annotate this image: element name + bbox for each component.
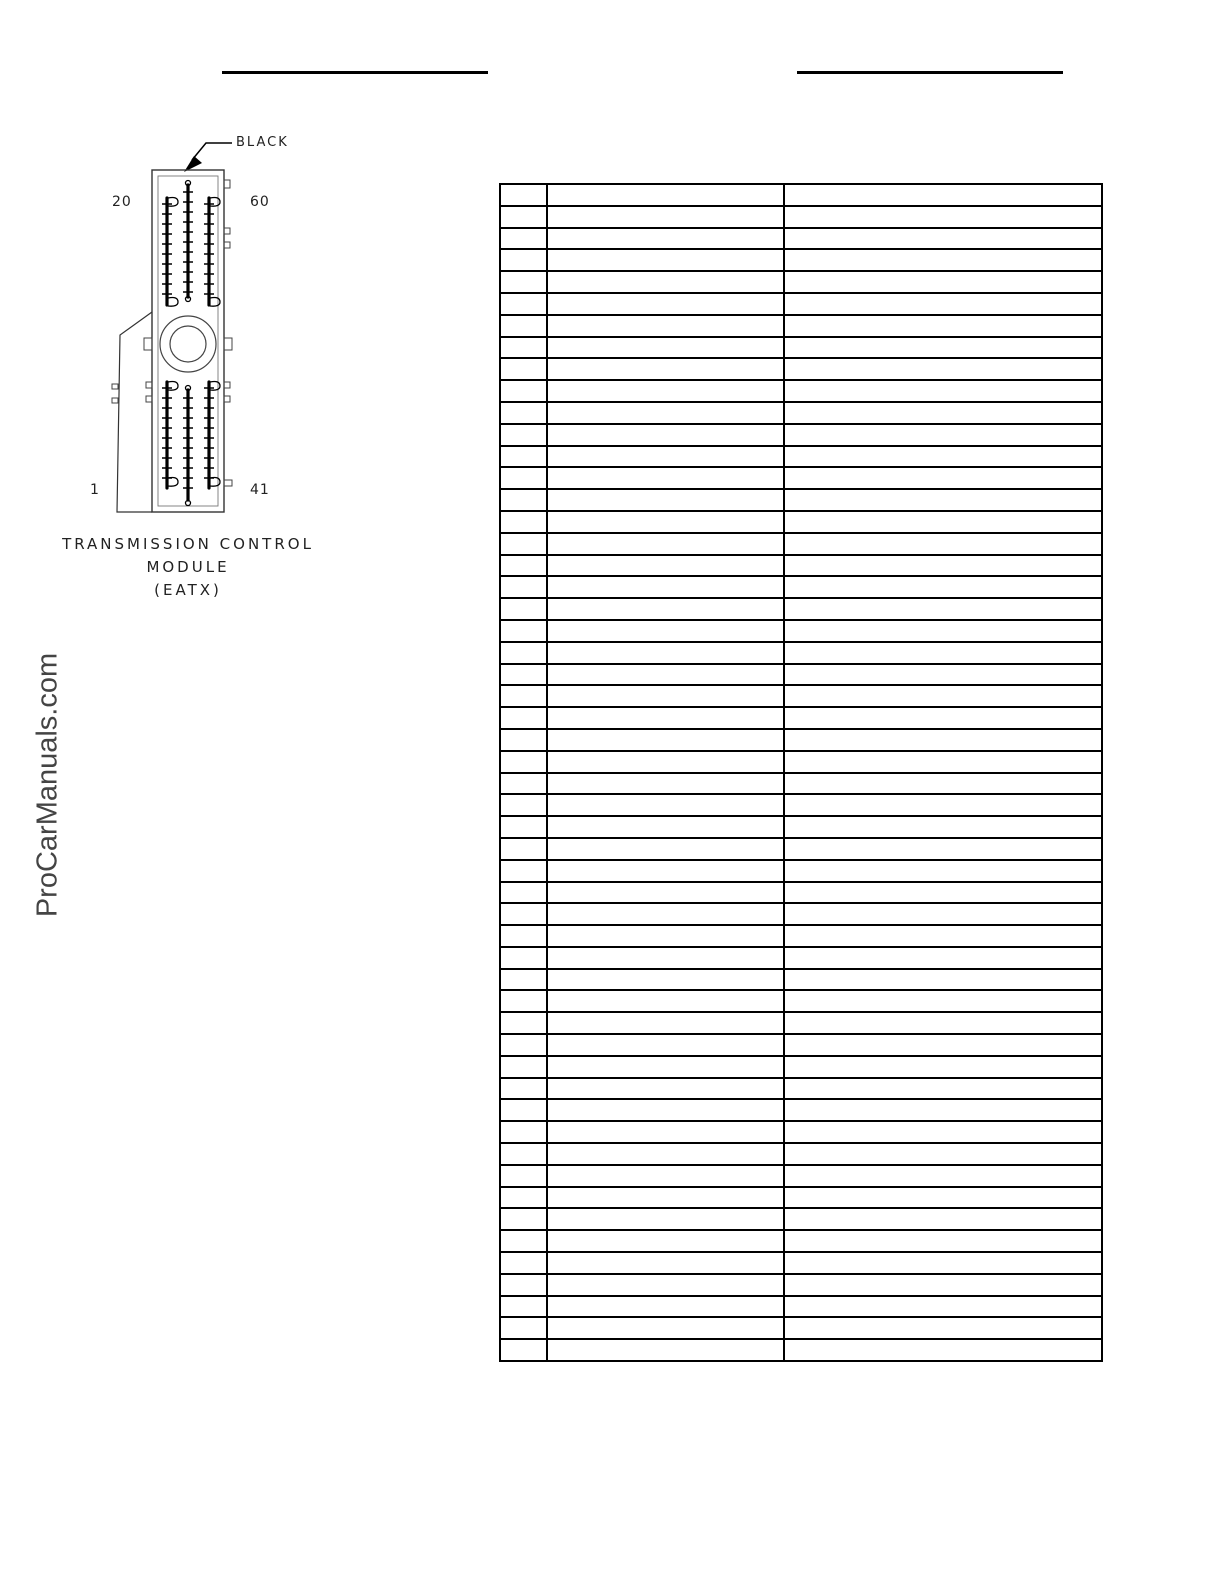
cell-cavity	[500, 1339, 547, 1361]
table-row	[500, 424, 1102, 446]
cell-circuit	[547, 773, 784, 795]
cell-function	[784, 358, 1102, 380]
cell-cavity	[500, 337, 547, 359]
cell-cavity	[500, 467, 547, 489]
cell-function	[784, 1274, 1102, 1296]
cell-function	[784, 380, 1102, 402]
cell-cavity	[500, 1121, 547, 1143]
cell-cavity	[500, 293, 547, 315]
cell-circuit	[547, 1230, 784, 1252]
cell-function	[784, 620, 1102, 642]
table-row	[500, 773, 1102, 795]
cell-function	[784, 1056, 1102, 1078]
cell-cavity	[500, 1056, 547, 1078]
cell-cavity	[500, 315, 547, 337]
cell-circuit	[547, 555, 784, 577]
table-row	[500, 576, 1102, 598]
cell-cavity	[500, 1230, 547, 1252]
cell-function	[784, 882, 1102, 904]
table-row	[500, 1012, 1102, 1034]
cell-cavity	[500, 794, 547, 816]
cell-cavity	[500, 773, 547, 795]
cell-circuit	[547, 882, 784, 904]
header-cavity	[500, 184, 547, 206]
cell-cavity	[500, 903, 547, 925]
cell-function	[784, 903, 1102, 925]
cell-circuit	[547, 1099, 784, 1121]
cell-circuit	[547, 1339, 784, 1361]
cell-circuit	[547, 860, 784, 882]
cell-function	[784, 446, 1102, 468]
cell-function	[784, 925, 1102, 947]
cell-function	[784, 707, 1102, 729]
table-row	[500, 293, 1102, 315]
cell-circuit	[547, 533, 784, 555]
cell-function	[784, 337, 1102, 359]
cell-cavity	[500, 555, 547, 577]
cell-circuit	[547, 511, 784, 533]
cell-function	[784, 1078, 1102, 1100]
cell-cavity	[500, 1143, 547, 1165]
table-row	[500, 1187, 1102, 1209]
cell-function	[784, 947, 1102, 969]
cell-function	[784, 794, 1102, 816]
cell-circuit	[547, 990, 784, 1012]
cell-cavity	[500, 664, 547, 686]
cell-function	[784, 598, 1102, 620]
cell-function	[784, 1252, 1102, 1274]
pin-table	[499, 183, 1103, 1362]
table-row	[500, 402, 1102, 424]
cell-function	[784, 271, 1102, 293]
table-row	[500, 729, 1102, 751]
pin-label-1: 1	[90, 482, 100, 498]
cell-cavity	[500, 1208, 547, 1230]
cell-function	[784, 489, 1102, 511]
cell-cavity	[500, 446, 547, 468]
table-row	[500, 990, 1102, 1012]
cell-cavity	[500, 1187, 547, 1209]
table-row	[500, 903, 1102, 925]
connector-figure	[60, 130, 320, 620]
cell-function	[784, 576, 1102, 598]
cell-cavity	[500, 533, 547, 555]
table-header-row	[500, 184, 1102, 206]
cell-circuit	[547, 315, 784, 337]
cell-cavity	[500, 882, 547, 904]
cell-circuit	[547, 206, 784, 228]
table-row	[500, 685, 1102, 707]
table-row	[500, 1230, 1102, 1252]
table-row	[500, 642, 1102, 664]
cell-cavity	[500, 402, 547, 424]
cell-cavity	[500, 424, 547, 446]
table-row	[500, 337, 1102, 359]
cell-function	[784, 838, 1102, 860]
cell-cavity	[500, 1317, 547, 1339]
cell-cavity	[500, 598, 547, 620]
cell-function	[784, 1317, 1102, 1339]
cell-circuit	[547, 446, 784, 468]
cell-circuit	[547, 380, 784, 402]
cell-function	[784, 1121, 1102, 1143]
connector-color-label: BLACK	[236, 135, 289, 150]
cell-function	[784, 1099, 1102, 1121]
cell-circuit	[547, 794, 784, 816]
cell-circuit	[547, 969, 784, 991]
cell-function	[784, 816, 1102, 838]
cell-cavity	[500, 925, 547, 947]
pin-table-body	[500, 206, 1102, 1361]
cell-circuit	[547, 1056, 784, 1078]
connector-caption-line-2: MODULE	[146, 558, 230, 576]
table-row	[500, 1121, 1102, 1143]
cell-circuit	[547, 751, 784, 773]
cell-cavity	[500, 990, 547, 1012]
cell-cavity	[500, 228, 547, 250]
cell-function	[784, 1187, 1102, 1209]
cell-function	[784, 206, 1102, 228]
table-row	[500, 1143, 1102, 1165]
table-row	[500, 1034, 1102, 1056]
cell-cavity	[500, 511, 547, 533]
cell-cavity	[500, 838, 547, 860]
table-row	[500, 1252, 1102, 1274]
cell-cavity	[500, 642, 547, 664]
cell-circuit	[547, 816, 784, 838]
table-row	[500, 533, 1102, 555]
cell-cavity	[500, 1099, 547, 1121]
table-row	[500, 969, 1102, 991]
table-row	[500, 816, 1102, 838]
cell-cavity	[500, 1274, 547, 1296]
cell-function	[784, 1208, 1102, 1230]
cell-cavity	[500, 860, 547, 882]
table-row	[500, 1056, 1102, 1078]
table-row	[500, 882, 1102, 904]
cell-circuit	[547, 1012, 784, 1034]
table-row	[500, 228, 1102, 250]
cell-cavity	[500, 685, 547, 707]
cell-circuit	[547, 838, 784, 860]
table-row	[500, 1208, 1102, 1230]
table-row	[500, 1296, 1102, 1318]
cell-function	[784, 1034, 1102, 1056]
cell-function	[784, 751, 1102, 773]
cell-cavity	[500, 1296, 547, 1318]
cell-circuit	[547, 1034, 784, 1056]
table-row	[500, 1339, 1102, 1361]
cell-function	[784, 969, 1102, 991]
cell-cavity	[500, 816, 547, 838]
cell-function	[784, 685, 1102, 707]
cell-function	[784, 1165, 1102, 1187]
cell-function	[784, 402, 1102, 424]
cell-cavity	[500, 620, 547, 642]
header-rule-right	[797, 71, 1063, 74]
table-row	[500, 1099, 1102, 1121]
cell-circuit	[547, 903, 784, 925]
cell-function	[784, 729, 1102, 751]
connector-caption-line-3: (EATX)	[154, 581, 222, 599]
cell-cavity	[500, 249, 547, 271]
cell-circuit	[547, 707, 784, 729]
table-row	[500, 598, 1102, 620]
cell-circuit	[547, 642, 784, 664]
table-row	[500, 838, 1102, 860]
cell-cavity	[500, 206, 547, 228]
cell-circuit	[547, 664, 784, 686]
table-row	[500, 555, 1102, 577]
watermark: ProCarManuals.com	[31, 652, 64, 918]
table-row	[500, 467, 1102, 489]
cell-circuit	[547, 1165, 784, 1187]
table-row	[500, 664, 1102, 686]
header-function	[784, 184, 1102, 206]
cell-circuit	[547, 1252, 784, 1274]
cell-function	[784, 467, 1102, 489]
cell-function	[784, 1012, 1102, 1034]
cell-cavity	[500, 947, 547, 969]
cell-circuit	[547, 249, 784, 271]
cell-function	[784, 424, 1102, 446]
cell-circuit	[547, 620, 784, 642]
cell-cavity	[500, 1034, 547, 1056]
table-row	[500, 947, 1102, 969]
cell-circuit	[547, 947, 784, 969]
header-circuit	[547, 184, 784, 206]
cell-function	[784, 642, 1102, 664]
table-row	[500, 925, 1102, 947]
cell-function	[784, 315, 1102, 337]
cell-circuit	[547, 1208, 784, 1230]
cell-function	[784, 1339, 1102, 1361]
cell-circuit	[547, 729, 784, 751]
cell-circuit	[547, 271, 784, 293]
cell-function	[784, 511, 1102, 533]
table-row	[500, 1078, 1102, 1100]
cell-cavity	[500, 358, 547, 380]
table-row	[500, 860, 1102, 882]
cell-cavity	[500, 729, 547, 751]
cell-circuit	[547, 1143, 784, 1165]
table-row	[500, 707, 1102, 729]
cell-function	[784, 773, 1102, 795]
cell-circuit	[547, 402, 784, 424]
table-row	[500, 271, 1102, 293]
table-row	[500, 446, 1102, 468]
table-row	[500, 794, 1102, 816]
table-row	[500, 1317, 1102, 1339]
cell-circuit	[547, 489, 784, 511]
cell-circuit	[547, 358, 784, 380]
cell-function	[784, 533, 1102, 555]
cell-cavity	[500, 576, 547, 598]
table-row	[500, 489, 1102, 511]
connector-caption-line-1: TRANSMISSION CONTROL	[62, 535, 314, 553]
cell-cavity	[500, 489, 547, 511]
cell-cavity	[500, 271, 547, 293]
cell-circuit	[547, 576, 784, 598]
table-row	[500, 380, 1102, 402]
cell-circuit	[547, 1296, 784, 1318]
cell-function	[784, 1296, 1102, 1318]
cell-function	[784, 990, 1102, 1012]
cell-circuit	[547, 1121, 784, 1143]
cell-function	[784, 860, 1102, 882]
cell-cavity	[500, 1252, 547, 1274]
cell-function	[784, 664, 1102, 686]
cell-cavity	[500, 969, 547, 991]
cell-circuit	[547, 228, 784, 250]
cell-circuit	[547, 1274, 784, 1296]
cell-cavity	[500, 1012, 547, 1034]
table-row	[500, 751, 1102, 773]
cell-circuit	[547, 1078, 784, 1100]
cell-circuit	[547, 1317, 784, 1339]
cell-circuit	[547, 598, 784, 620]
table-row	[500, 249, 1102, 271]
table-row	[500, 620, 1102, 642]
table-row	[500, 1165, 1102, 1187]
cell-circuit	[547, 424, 784, 446]
table-row	[500, 315, 1102, 337]
table-row	[500, 358, 1102, 380]
cell-function	[784, 249, 1102, 271]
cell-circuit	[547, 337, 784, 359]
cell-function	[784, 555, 1102, 577]
cell-circuit	[547, 925, 784, 947]
cell-cavity	[500, 1165, 547, 1187]
cell-circuit	[547, 467, 784, 489]
cell-cavity	[500, 380, 547, 402]
cell-cavity	[500, 707, 547, 729]
cell-circuit	[547, 293, 784, 315]
table-row	[500, 206, 1102, 228]
table-row	[500, 1274, 1102, 1296]
pin-label-60: 60	[250, 194, 270, 210]
table-row	[500, 511, 1102, 533]
cell-circuit	[547, 685, 784, 707]
cell-cavity	[500, 1078, 547, 1100]
pin-label-20: 20	[112, 194, 132, 210]
cell-function	[784, 1230, 1102, 1252]
cell-function	[784, 293, 1102, 315]
cell-cavity	[500, 751, 547, 773]
cell-function	[784, 228, 1102, 250]
header-rule-left	[222, 71, 488, 74]
cell-function	[784, 1143, 1102, 1165]
cell-circuit	[547, 1187, 784, 1209]
pin-label-41: 41	[250, 482, 270, 498]
